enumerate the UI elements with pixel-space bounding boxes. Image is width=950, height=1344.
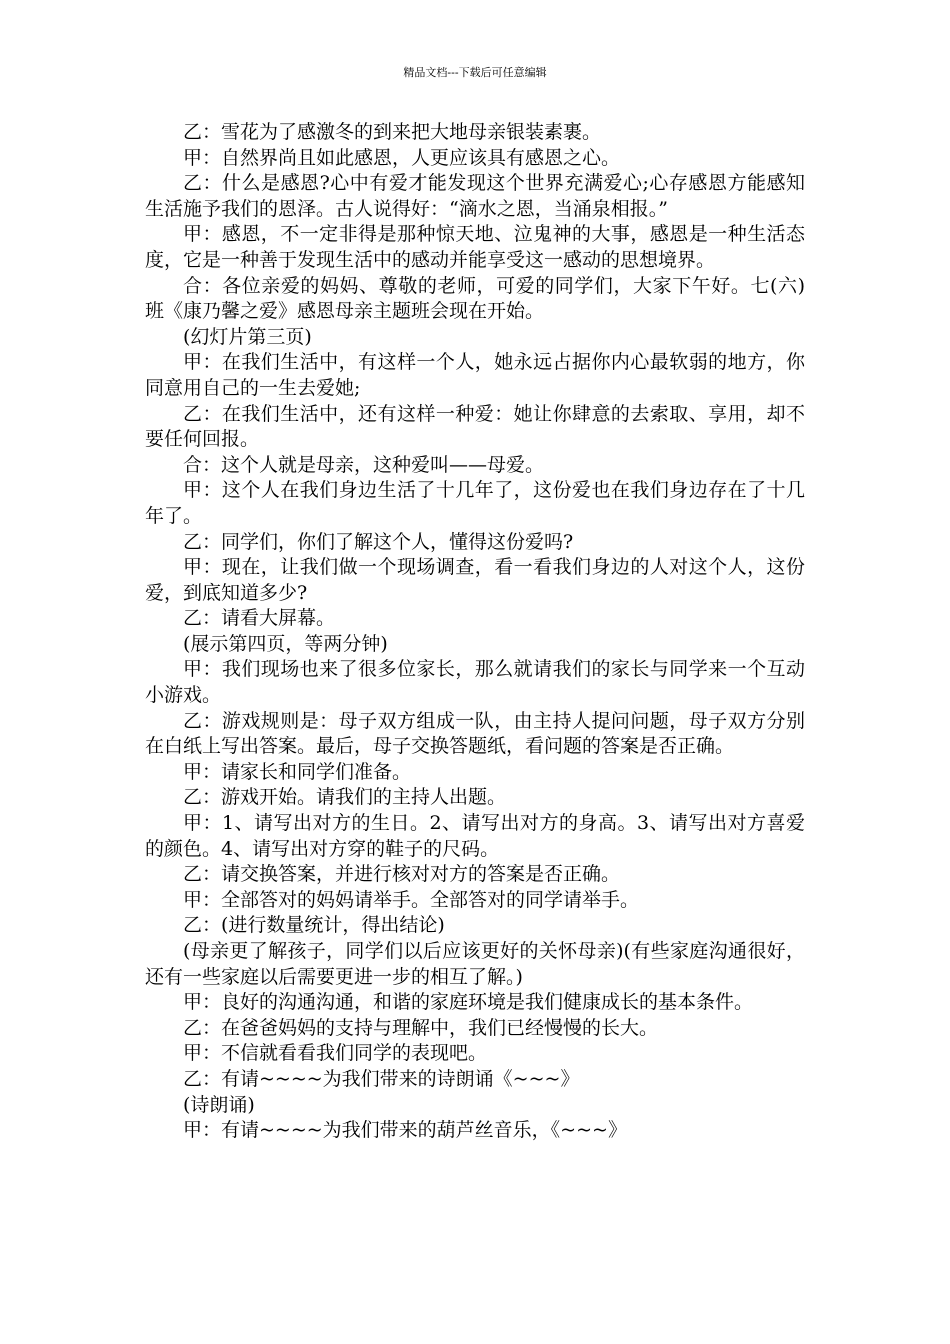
paragraph: 甲：感恩，不一定非得是那种惊天地、泣鬼神的大事，感恩是一种生活态度，它是一种善于发现生活中的感动并能享受这一感动的思想境界。	[145, 223, 805, 271]
paragraph: 合：这个人就是母亲，这种爱叫——母爱。	[183, 453, 545, 476]
paragraph: (展示第四页，等两分钟)	[183, 632, 388, 655]
paragraph: (幻灯片第三页)	[183, 325, 312, 348]
paragraph: 乙：同学们，你们了解这个人，懂得这份爱吗?	[183, 530, 574, 553]
paragraph: 甲：全部答对的妈妈请举手。全部答对的同学请举手。	[183, 888, 640, 911]
paragraph: 甲：在我们生活中，有这样一个人，她永远占据你内心最软弱的地方，你同意用自己的一生去爱她;	[145, 351, 805, 399]
paragraph: 乙：游戏开始。请我们的主持人出题。	[183, 786, 507, 809]
paragraph: 乙：雪花为了感激冬的到来把大地母亲银装素裹。	[183, 121, 602, 143]
paragraph: 乙：游戏规则是：母子双方组成一队，由主持人提问问题，母子双方分别在白纸上写出答案。最后，母子交换答题纸，看问题的答案是否正确。	[145, 709, 805, 758]
paragraph: 乙：(进行数量统计，得出结论)	[183, 914, 445, 937]
paragraph: 甲：这个人在我们身边生活了十几年了，这份爱也在我们身边存在了十几年了。	[145, 479, 805, 527]
paragraph: 甲：有请~~~~为我们带来的葫芦丝音乐，《~~~》	[183, 1119, 627, 1142]
paragraph: 合：各位亲爱的妈妈、尊敬的老师，可爱的同学们，大家下午好。七(六)班《康乃馨之爱》感恩母亲主题班会现在开始。	[145, 274, 805, 323]
document-body	[145, 120, 805, 1144]
paragraph: (母亲更了解孩子，同学们以后应该更好的关怀母亲)(有些家庭沟通很好，还有一些家庭以后需要更进一步的相互了解。)	[145, 940, 805, 988]
paragraph: 甲：自然界尚且如此感恩，人更应该具有感恩之心。	[183, 146, 621, 169]
paragraph: 甲：1、请写出对方的生日。2、请写出对方的身高。3、请写出对方喜爱的颜色。4、请写出对方穿的鞋子的尺码。	[145, 812, 805, 860]
paragraph: 甲：不信就看看我们同学的表现吧。	[183, 1042, 488, 1065]
paragraph: 乙：什么是感恩?心中有爱才能发现这个世界充满爱心;心存感恩方能感知生活施予我们的恩泽。古人说得好：“滴水之恩，当涌泉相报。”	[145, 172, 805, 220]
paragraph: 甲：良好的沟通沟通，和谐的家庭环境是我们健康成长的基本条件。	[183, 991, 754, 1014]
paragraph: 甲：我们现场也来了很多位家长，那么就请我们的家长与同学来一个互动小游戏。	[145, 658, 805, 707]
paragraph: 乙：请交换答案，并进行核对对方的答案是否正确。	[183, 863, 621, 886]
paragraph: 乙：有请~~~~为我们带来的诗朗诵《~~~》	[183, 1067, 580, 1090]
paragraph: 乙：在爸爸妈妈的支持与理解中，我们已经慢慢的长大。	[183, 1016, 659, 1039]
paragraph: 甲：现在，让我们做一个现场调查，看一看我们身边的人对这个人，这份爱，到底知道多少?	[145, 556, 805, 604]
paragraph: 甲：请家长和同学们准备。	[183, 760, 412, 783]
page-header: 精品文档---下载后可任意编辑	[403, 66, 547, 79]
paragraph: 乙：在我们生活中，还有这样一种爱：她让你肆意的去索取、享用，却不要任何回报。	[145, 402, 805, 451]
paragraph: (诗朗诵)	[183, 1093, 255, 1116]
paragraph: 乙：请看大屏幕。	[183, 607, 336, 630]
